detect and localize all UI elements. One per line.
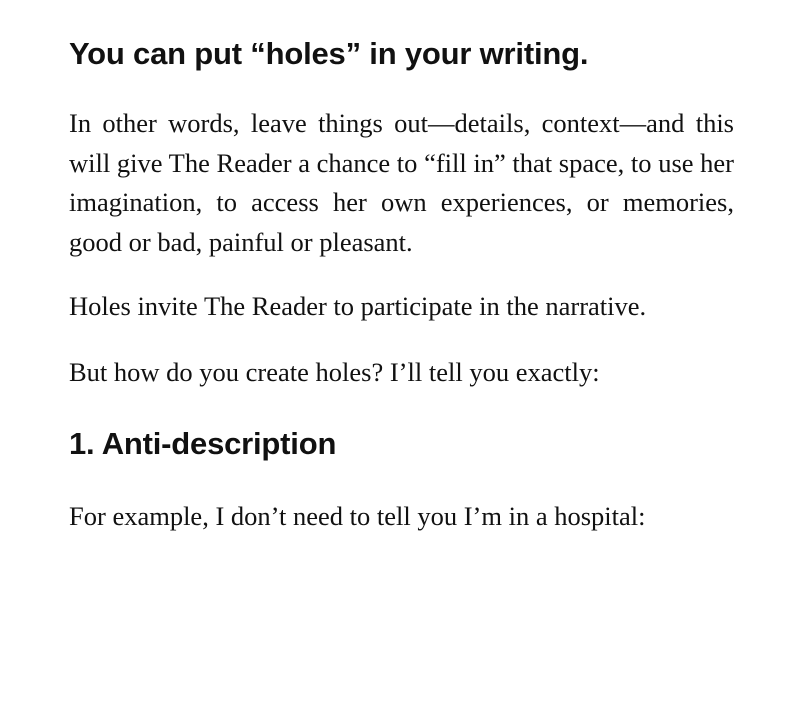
paragraph-how-to-create-holes: But how do you create holes? I’ll tell you exactly: xyxy=(69,356,600,387)
article-heading: You can put “holes” in your writing. xyxy=(69,36,589,71)
paragraph-leave-things-out: In other words, leave things out—details, context—and this will give The Reader a chance to “fill in” that space, to use her imagination, to access her own experiences, or memories, good or bad, painful or pleasant. xyxy=(69,108,734,257)
paragraph-example: For example, I don’t need to tell you I’m in a hospital: xyxy=(69,501,646,531)
article-body xyxy=(69,30,734,537)
paragraph-holes-invite: Holes invite The Reader to participate in the narrative. xyxy=(69,291,647,321)
section-subheading: 1. Anti-description xyxy=(69,426,337,461)
